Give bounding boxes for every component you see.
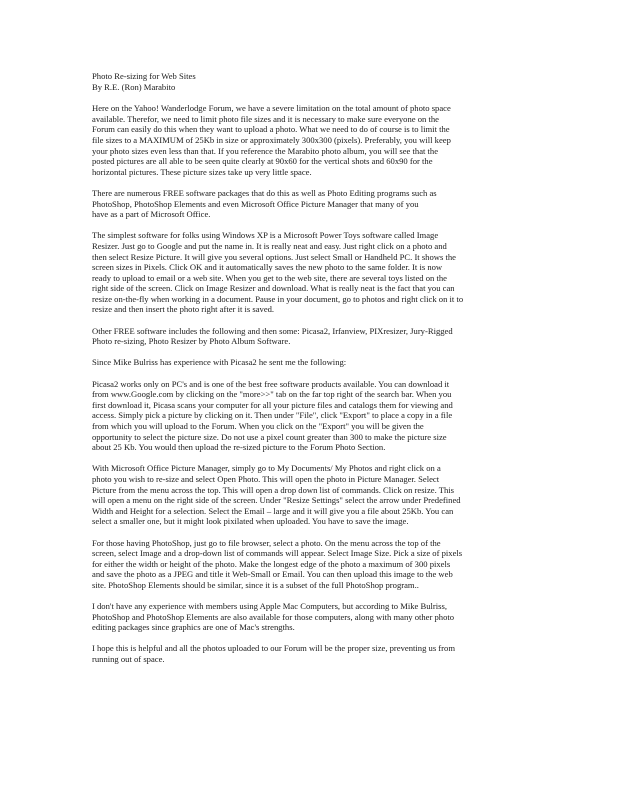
text-line: running out of space. [92,654,165,665]
text-line: PhotoShop and PhotoShop Elements are also available for those computers, along with many other photo [92,611,455,622]
paragraph [92,643,532,664]
document-title: Photo Re-sizing for Web Sites [92,71,196,81]
text-line: Forum can easily do this when they want to upload a photo. What we need to do of course is to limit the [92,124,450,135]
text-line: file sizes to a MAXIMUM of 25Kb in size or approximately 300x300 (pixels). Preferably, you will keep [92,134,451,145]
text-line: I don't have any experience with members using Apple Mac Computers, but according to Mike Bulriss, [92,601,448,612]
text-line: Resizer. Just go to Google and put the name in. It is really neat and easy. Just right click on a photo and [92,240,447,251]
text-line: Here on the Yahoo! Wanderlodge Forum, we have a severe limitation on the total amount of photo space [92,103,451,114]
document-author: By R.E. (Ron) Marabito [92,81,176,92]
text-line: Picasa2 works only on PC's and is one of the best free software products available. You can download it [92,378,450,389]
text-line: right side of the screen. Click on Image Resizer and download. What is really neat is the fact that you can [92,283,455,294]
text-line: for either the width or height of the photo. Make the longest edge of the photo a maximum of 300 pixels [92,558,451,569]
text-line: from www.Google.com by clicking on the "more>>" tab on the far top right of the search bar. When you [92,389,452,400]
text-line: and save the photo as a JPEG and title it Web-Small or Email. You can then upload this image to the web [92,569,453,580]
paragraphs [92,103,532,664]
text-line: Width and Height for a selection. Select the Email – large and it will give you a file about 25Kb. You can [92,505,454,516]
text-line: Picture from the menu across the top. This will open a drop down list of commands. Click on resize. This [92,484,454,495]
paragraph [92,357,532,368]
text-line: will open a menu on the right side of the screen. Under "Resize Settings" select the arrow under Predefined [92,495,461,506]
paragraph [92,326,532,347]
text-line: Since Mike Bulriss has experience with Picasa2 he sent me the following: [92,357,347,368]
text-line: site. PhotoShop Elements should be similar, since it is a subset of the full PhotoShop program.. [92,579,419,590]
text-line: I hope this is helpful and all the photos uploaded to our Forum will be the proper size, preventing us from [92,643,456,654]
text-line: have as a part of Microsoft Office. [92,209,211,220]
document-body [92,71,532,675]
text-line: photo you wish to re-size and select Open Photo. This will open the photo in Picture Manager. Select [92,473,440,484]
text-line: resize on-the-fly when working in a document. Pause in your document, go to photos and right click on it to [92,293,464,304]
text-line: access. Simply pick a picture by clicking on it. Then under "File", click "Export" to place a copy in a file [92,410,453,421]
paragraph [92,463,532,527]
text-line: With Microsoft Office Picture Manager, simply go to My Documents/ My Photos and right click on a [92,463,441,474]
text-line: screen, select Image and a drop-down list of commands will appear. Select Image Size. Pick a size of pixels [92,548,463,559]
text-line: PhotoShop, PhotoShop Elements and even Microsoft Office Picture Manager that many of you [92,198,419,209]
text-line: then select Resize Picture. It will give you several options. Just select Small or Handheld PC. It shows the [92,251,456,262]
title-block [92,71,532,92]
text-line: For those having PhotoShop, just go to file browser, select a photo. On the menu across the top of the [92,537,441,548]
text-line: horizontal pictures. These picture sizes take up very little space. [92,166,312,177]
text-line: from which you will upload to the Forum. When you click on the "Export" you will be given the [92,421,424,431]
text-line: first download it, Picasa scans your computer for all your picture files and catalogs them for viewing and [92,399,453,410]
text-line: Other FREE software includes the following and then some: Picasa2, Irfanview, PIXresizer, Jury-Rigged [92,325,453,336]
text-line: screen sizes in Pixels. Click OK and it automatically saves the new photo to the same folder. It is now [92,262,443,273]
paragraph [92,188,532,220]
text-line: Photo re-sizing, Photo Resizer by Photo Album Software. [92,336,291,347]
paragraph [92,103,532,177]
text-line: resize and then insert the photo right after it is saved. [92,304,275,315]
text-line: posted pictures are all able to be seen quite clearly at 90x60 for the vertical shots and 60x90 for the [92,156,433,167]
text-line: select a smaller one, but it might look pixilated when uploaded. You have to save the image. [92,516,409,527]
paragraph [92,379,532,453]
text-line: available. Therefor, we need to limit photo file sizes and it is necessary to make sure everyone on the [92,113,439,124]
paragraph [92,230,532,315]
text-line: opportunity to select the picture size. Do not use a pixel count greater than 300 to make the picture size [92,431,447,442]
paragraph [92,538,532,591]
text-line: your photo sizes even less than that. If you reference the Marabito photo album, you will see that the [92,145,439,156]
text-line: editing packages since graphics are one of Mac's strengths. [92,622,295,633]
text-line: ready to upload to email or a web site. When you get to the web site, there are several toys listed on the [92,272,447,283]
text-line: The simplest software for folks using Windows XP is a Microsoft Power Toys software called Image [92,230,439,241]
paragraph [92,601,532,633]
text-line: about 25 Kb. You would then upload the re-sized picture to the Forum Photo Section. [92,442,386,453]
text-line: There are numerous FREE software packages that do this as well as Photo Editing programs such as [92,187,437,198]
